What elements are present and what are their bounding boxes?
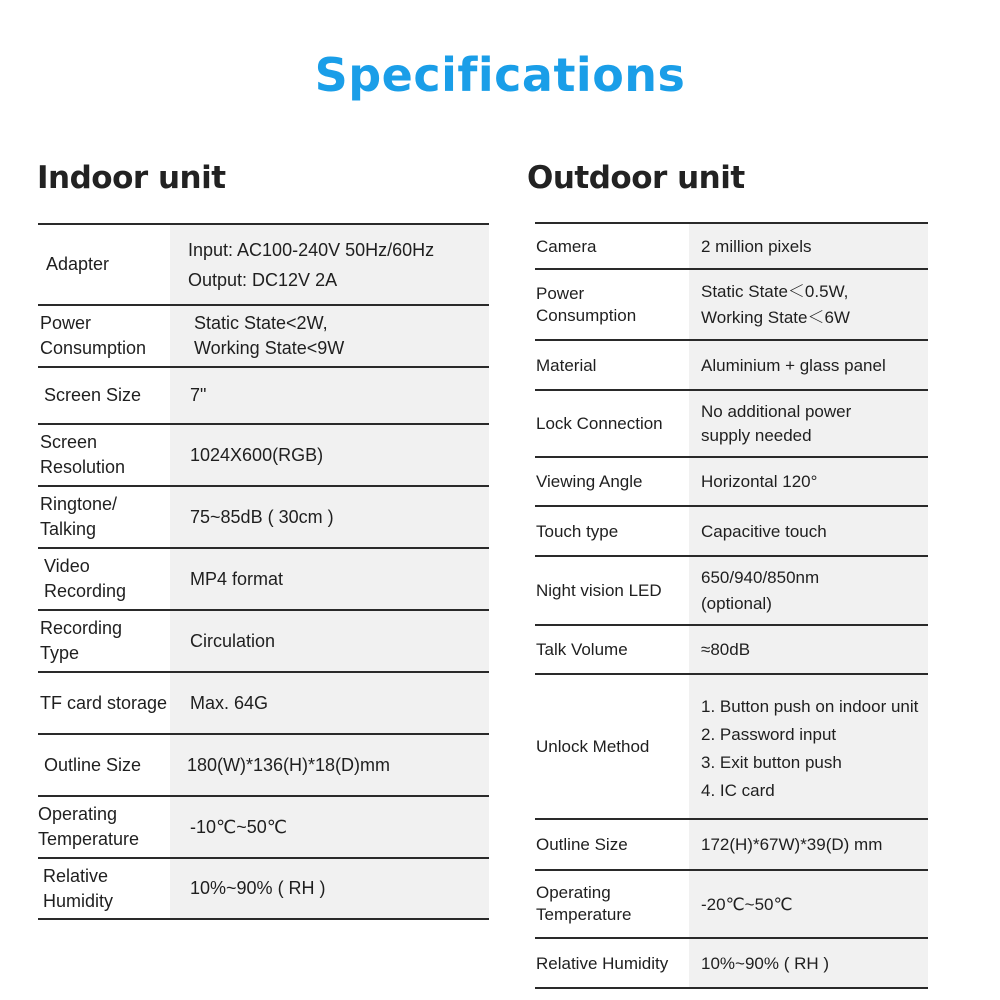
- spec-label: Relative Humidity: [38, 859, 170, 918]
- spec-label: Relative Humidity: [535, 939, 689, 987]
- outdoor-unit-title: Outdoor unit: [527, 160, 745, 196]
- spec-label: Operating Temperature: [38, 797, 170, 857]
- spec-row-relative-humidity: [38, 857, 489, 920]
- spec-label: Camera: [535, 224, 689, 268]
- spec-label: Unlock Method: [535, 675, 689, 818]
- spec-value: Static State＜0.5W, Working State＜6W: [689, 270, 928, 339]
- spec-value: Max. 64G: [170, 673, 489, 733]
- spec-value: Input: AC100-240V 50Hz/60Hz Output: DC12V 2A: [170, 225, 489, 304]
- page-title: Specifications: [314, 48, 686, 102]
- spec-label: Outline Size: [38, 735, 170, 795]
- spec-row-viewing-angle: [535, 456, 928, 505]
- spec-row-touch-type: [535, 505, 928, 555]
- spec-value: 650/940/850nm (optional): [689, 557, 928, 624]
- spec-row-lock-connection: [535, 389, 928, 456]
- spec-value: -10℃~50℃: [170, 797, 489, 857]
- spec-row-operating-temperature: [38, 795, 489, 857]
- spec-value: -20℃~50℃: [689, 871, 928, 937]
- spec-value: 172(H)*67W)*39(D) mm: [689, 820, 928, 869]
- spec-row-tf-card-storage: [38, 671, 489, 733]
- spec-row-talk-volume: [535, 624, 928, 673]
- spec-value: Circulation: [170, 611, 489, 671]
- spec-value: Aluminium + glass panel: [689, 341, 928, 389]
- spec-row-outline-size: [38, 733, 489, 795]
- spec-value: Horizontal 120°: [689, 458, 928, 505]
- spec-value: 10%~90% ( RH ): [170, 859, 489, 918]
- spec-value: 7": [170, 368, 489, 423]
- spec-row-screen-resolution: [38, 423, 489, 485]
- spec-label: Operating Temperature: [535, 871, 689, 937]
- indoor-spec-table: [38, 223, 489, 920]
- spec-row-operating-temperature: [535, 869, 928, 937]
- spec-value: 75~85dB ( 30cm ): [170, 487, 489, 547]
- spec-label: Recording Type: [38, 611, 170, 671]
- spec-label: Night vision LED: [535, 557, 689, 624]
- outdoor-spec-table: [535, 222, 928, 989]
- indoor-unit-title: Indoor unit: [37, 160, 226, 196]
- spec-value: No additional power supply needed: [689, 391, 928, 456]
- spec-value: 1024X600(RGB): [170, 425, 489, 485]
- spec-label: Lock Connection: [535, 391, 689, 456]
- spec-value: Static State<2W, Working State<9W: [170, 306, 489, 366]
- spec-label: Video Recording: [38, 549, 170, 609]
- spec-value: Capacitive touch: [689, 507, 928, 555]
- spec-row-outline-size: [535, 818, 928, 869]
- spec-row-screen-size: [38, 366, 489, 423]
- spec-label: Ringtone/ Talking: [38, 487, 170, 547]
- spec-row-material: [535, 339, 928, 389]
- spec-row-power-consumption: [38, 304, 489, 366]
- spec-value: 1. Button push on indoor unit 2. Password input 3. Exit button push 4. IC card: [689, 675, 928, 818]
- spec-label: Power Consumption: [535, 270, 689, 339]
- spec-label: Screen Resolution: [38, 425, 170, 485]
- spec-row-recording-type: [38, 609, 489, 671]
- spec-label: Outline Size: [535, 820, 689, 869]
- spec-label: Talk Volume: [535, 626, 689, 673]
- spec-row-video-recording: [38, 547, 489, 609]
- spec-label: Touch type: [535, 507, 689, 555]
- spec-value: 2 million pixels: [689, 224, 928, 268]
- spec-label: Viewing Angle: [535, 458, 689, 505]
- spec-value: 180(W)*136(H)*18(D)mm: [170, 735, 489, 795]
- spec-label: Material: [535, 341, 689, 389]
- spec-row-night-vision-led: [535, 555, 928, 624]
- spec-value: ≈80dB: [689, 626, 928, 673]
- spec-row-relative-humidity: [535, 937, 928, 989]
- spec-row-power-consumption: [535, 268, 928, 339]
- spec-row-camera: [535, 222, 928, 268]
- spec-label: TF card storage: [38, 673, 170, 733]
- spec-value: MP4 format: [170, 549, 489, 609]
- spec-label: Power Consumption: [38, 306, 170, 366]
- spec-value: 10%~90% ( RH ): [689, 939, 928, 987]
- spec-label: Screen Size: [38, 368, 170, 423]
- spec-label: Adapter: [38, 225, 170, 304]
- spec-row-unlock-method: [535, 673, 928, 818]
- spec-row-adapter: [38, 223, 489, 304]
- spec-row-ringtone-talking: [38, 485, 489, 547]
